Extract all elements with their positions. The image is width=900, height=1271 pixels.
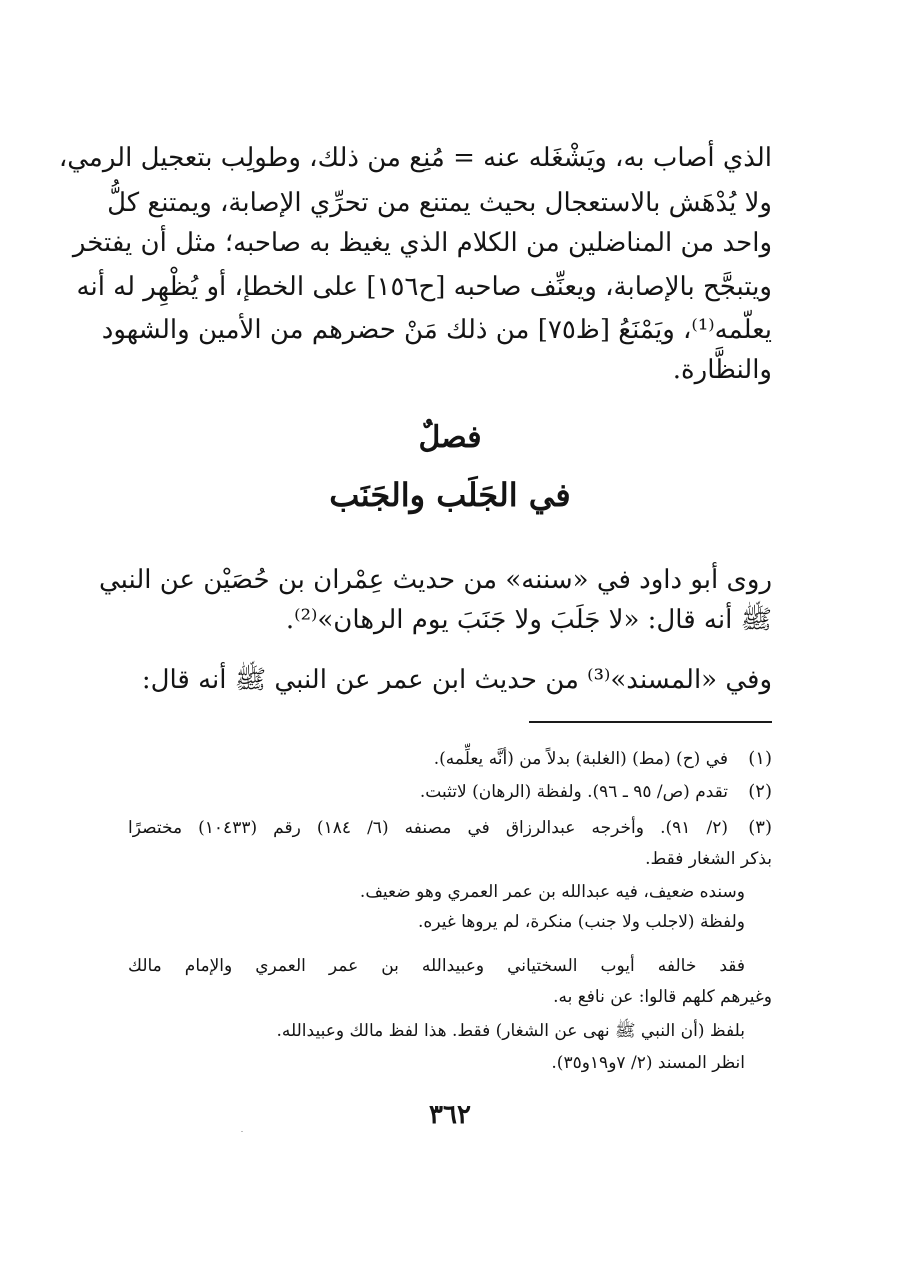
footnote-3-line-2: بذكر الشغار فقط. (645, 849, 772, 869)
body-line-6: والنظَّارة. (672, 355, 772, 385)
body-line-5: يعلّمه⁽¹⁾، ويَمْنَعُ [ظ٧٥] من ذلك مَنْ حضرهم من الأمين والشهود (101, 315, 772, 345)
body-line-1: الذي أصاب به، ويَشْغَله عنه = مُنِع من ذلك، وطولِب بتعجيل الرمي، (58, 143, 772, 173)
footnote-2-text: تقدم (ص/ ٩٥ ـ ٩٦). ولفظة (الرهان) لاتثبت. (419, 782, 728, 802)
section-line-1: روى أبو داود في «سننه» من حديث عِمْران بن حُصَيْن عن النبي (98, 565, 772, 595)
footnote-2-number: (٢) (748, 781, 772, 802)
section-line-3: وفي «المسند»⁽³⁾ من حديث ابن عمر عن النبي ﷺ أنه قال: (141, 665, 772, 695)
body-line-2: ولا يُدْهَش بالاستعجال بحيث يمتنع من تحرِّي الإصابة، ويمتنع كلُّ (107, 188, 772, 218)
footnote-1-number: (١) (748, 748, 772, 769)
section-line-2: ﷺ أنه قال: «لا جَلَبَ ولا جَنَبَ يوم الرهان»⁽²⁾. (285, 605, 772, 635)
footnote-3-number: (٣) (748, 817, 772, 838)
section-subtitle: في الجَلَب والجَنَب (329, 476, 571, 514)
footnote-3-line-4: ولفظة (لاجلب ولا جنب) منكرة، لم يروها غيره. (418, 912, 745, 932)
footnote-3-line-6: وغيرهم كلهم قالوا: عن نافع به. (553, 987, 772, 1007)
footnote-3-line-3: وسنده ضعيف، فيه عبدالله بن عمر العمري وهو ضعيف. (359, 882, 745, 902)
body-line-4: ويتبجَّح بالإصابة، ويعنِّف صاحبه [ح١٥٦] على الخطإ، أو يُظْهِر له أنه (76, 272, 772, 302)
footnote-3-line-8: انظر المسند (٢/ ٧و١٩و٣٥). (551, 1053, 745, 1073)
footnote-1-text: في (ح) (مط) (الغلبة) بدلاً من (أنَّه يعلِّمه). (433, 749, 728, 769)
footnote-3-line-5: فقد خالفه أيوب السختياني وعبيدالله بن عمر العمري والإمام مالك (128, 956, 745, 976)
footnote-3-line-1: (٢/ ٩١). وأخرجه عبدالرزاق في مصنفه (٦/ ١٨٤) رقم (١٠٤٣٣) مختصرًا (128, 818, 728, 838)
footnote-separator (529, 721, 772, 723)
section-title: فصلٌ (418, 420, 482, 455)
page-number: ٣٦٢ (429, 1100, 471, 1130)
scan-speck (241, 1131, 243, 1132)
footnote-3-line-7: بلفظ (أن النبي ﷺ نهى عن الشغار) فقط. هذا لفظ مالك وعبيدالله. (276, 1021, 745, 1041)
body-line-3: واحد من المناضلين من الكلام الذي يغيظ به صاحبه؛ مثل أن يفتخر (72, 228, 772, 258)
